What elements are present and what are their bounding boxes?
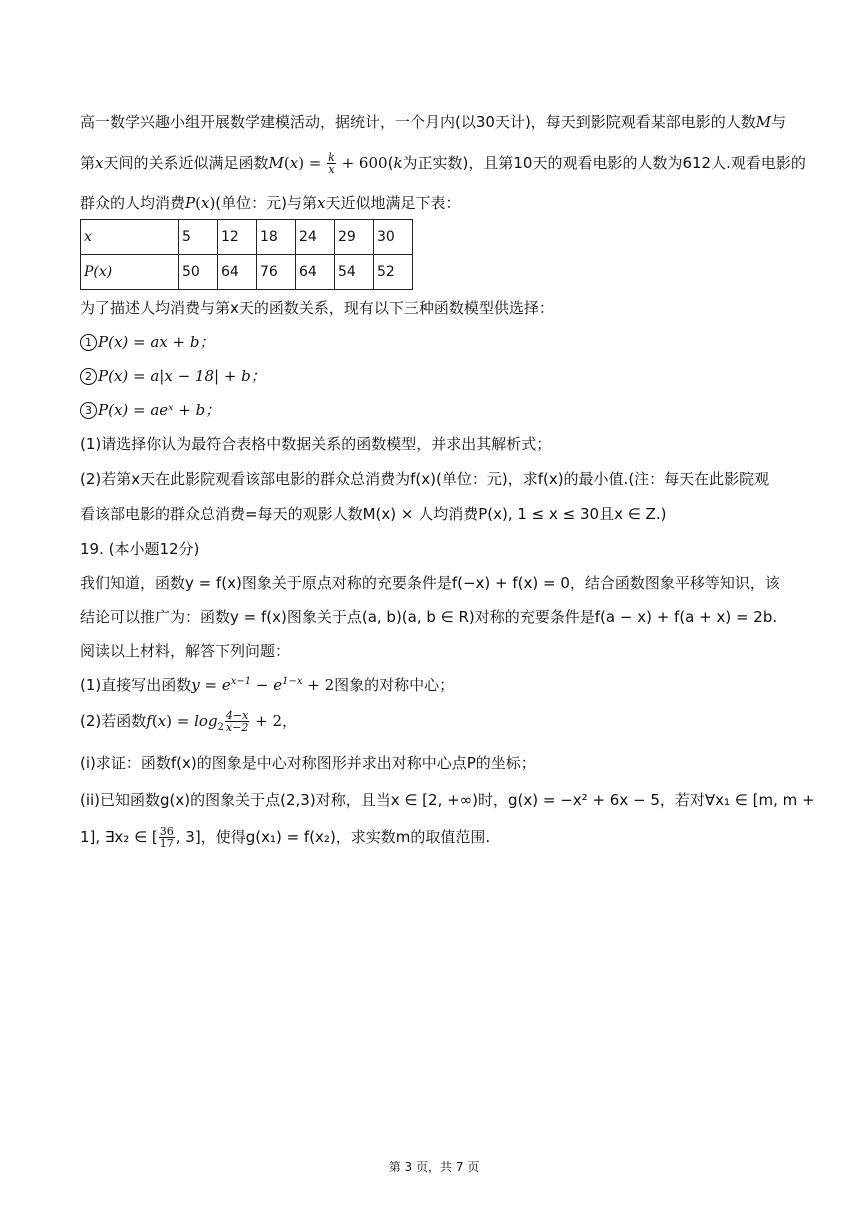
table-cell: 5	[179, 220, 218, 255]
page-footer: 第 3 页，共 7 页	[388, 1160, 480, 1174]
text: 1], ∃x₂ ∈ [	[80, 828, 158, 846]
paragraph-line-1: 高一数学兴趣小组开展数学建模活动，据统计，一个月内(以30天计)，每天到影院观看某部电影的人数M与	[80, 113, 787, 131]
problem-19-read: 阅读以上材料，解答下列问题：	[80, 642, 291, 660]
table-cell: 29	[335, 220, 374, 255]
paragraph-line-2: 第x天间的关系近似满足函数M(x) = $\frac{k}{x}$ + 600(k为正实数)，且第10天的观看电影的人数为612人.观看电影的	[80, 151, 806, 176]
text: 群众的人均消费	[80, 194, 186, 212]
text: (2)若函数	[80, 712, 147, 730]
circled-number: 2	[80, 368, 97, 385]
text: 高一数学兴趣小组开展数学建模活动，据统计，一个月内(以30天计)，每天到影院观看某部电影的人数	[80, 113, 756, 131]
problem-19-intro-2: 结论可以推广为：函数y = f(x)图象关于点(a, b)(a, b ∈ R)对称的充要条件是f(a − x) + f(a + x) = 2b.	[80, 608, 778, 626]
text: (单位：元)与第	[215, 194, 318, 212]
table-row	[81, 220, 413, 255]
problem-19-q1: (1)直接写出函数$y = e^{x-1} - e^{1-x} + 2$图象的对称中心；	[80, 676, 455, 694]
table-cell: 52	[374, 255, 413, 290]
paragraph-line: 为了描述人均消费与第x天的函数关系，现有以下三种函数模型供选择：	[80, 299, 554, 317]
model-option-3	[80, 399, 792, 421]
problem-19-intro-1: 我们知道，函数y = f(x)图象关于原点对称的充要条件是f(−x) + f(x) = 0，结合函数图象平移等知识，该	[80, 574, 780, 592]
text: 与	[771, 113, 787, 131]
model-expression: P(x) = aeˣ + b；	[98, 401, 221, 419]
text: (1)直接写出函数	[80, 676, 192, 694]
text: 第	[80, 154, 96, 172]
table-cell: 76	[257, 255, 296, 290]
table-cell: 30	[374, 220, 413, 255]
text: , 3]，使得g(x₁) = f(x₂)，求实数m的取值范围.	[175, 828, 491, 846]
table-cell: 54	[335, 255, 374, 290]
table-header-cell: x	[81, 220, 179, 255]
problem-19-title: 19. (本小题12分)	[80, 540, 200, 558]
consumption-table	[80, 219, 413, 290]
fraction-k-over-x: $\frac{k}{x}$	[328, 151, 335, 176]
text: ，	[282, 712, 298, 730]
fraction-log-argument: $\frac{4-x}{x-2}$	[225, 709, 249, 734]
problem-19-sub-ii-1: (ii)已知函数g(x)的图象关于点(2,3)对称，且当x ∈ [2, +∞)时，g(x) = −x² + 6x − 5，若对∀x₁ ∈ [m, m +	[80, 791, 815, 809]
problem-19-sub-ii-2	[80, 826, 792, 849]
text: 图象的对称中心；	[334, 676, 455, 694]
text: 天近似地满足下表：	[325, 194, 461, 212]
model-expression: P(x) = a|x − 18| + b；	[98, 367, 266, 385]
paragraph-line-3: 群众的人均消费P(x)(单位：元)与第x天近似地满足下表：	[80, 194, 461, 212]
text: 天间的关系近似满足函数	[103, 154, 269, 172]
question-1: (1)请选择你认为最符合表格中数据关系的函数模型，并求出其解析式；	[80, 435, 552, 453]
text: (	[387, 154, 394, 172]
table-cell: 64	[218, 255, 257, 290]
circled-number: 3	[80, 402, 97, 419]
table-cell: 24	[296, 220, 335, 255]
question-2-line-1: (2)若第x天在此影院观看该部电影的群众总消费为f(x)(单位：元)，求f(x)的最小值.(注：每天在此影院观	[80, 470, 770, 488]
table-cell: 64	[296, 255, 335, 290]
circled-number: 1	[80, 334, 97, 351]
table-header-cell: P(x)	[81, 255, 179, 290]
problem-19-q2: (2)若函数$f(x) = \log_2$ $\frac{4-x}{x-2}$ + 2，	[80, 709, 298, 734]
text: 为正实数)，且第10天的观看电影的人数为612人.观看电影的	[402, 154, 806, 172]
problem-19-sub-i: (i)求证：函数f(x)的图象是中心对称图形并求出对称中心点P的坐标；	[80, 754, 536, 772]
fraction-36-over-17: $\frac{36}{17}$	[159, 825, 174, 850]
table-cell: 12	[218, 220, 257, 255]
table-cell: 18	[257, 220, 296, 255]
model-option-1	[80, 331, 792, 353]
table-cell: 50	[179, 255, 218, 290]
model-expression: P(x) = ax + b；	[98, 333, 215, 351]
question-2-line-2: 看该部电影的群众总消费=每天的观影人数M(x) × 人均消费P(x), 1 ≤ x ≤ 30且x ∈ Z.)	[80, 505, 667, 523]
model-option-2	[80, 365, 792, 387]
table-row	[81, 255, 413, 290]
